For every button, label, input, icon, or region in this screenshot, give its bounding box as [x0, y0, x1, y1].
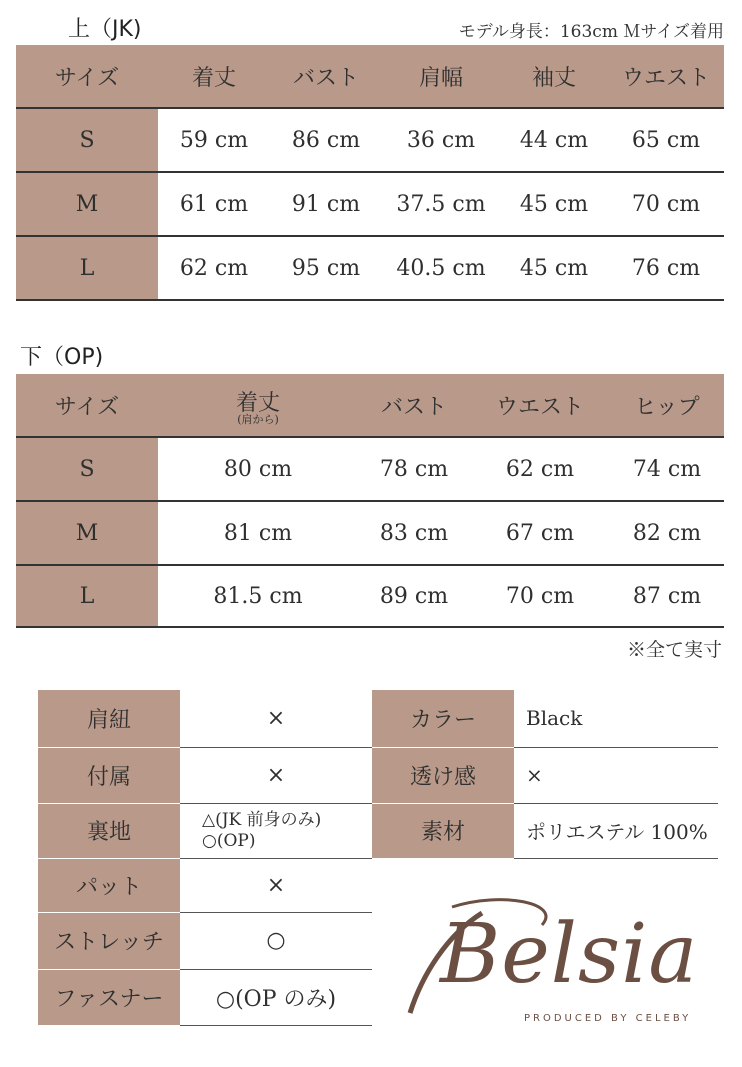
spec-row — [372, 747, 718, 803]
table-cell: 82 cm — [632, 520, 702, 546]
spec-row — [38, 690, 372, 747]
spec-label: 付属 — [38, 747, 180, 803]
spec-row — [38, 803, 372, 858]
length-note: (肩から) — [237, 412, 279, 426]
table-cell: 81 cm — [223, 520, 293, 546]
table-cell: 37.5 cm — [396, 191, 486, 217]
spec-row — [38, 858, 372, 912]
spec-label: カラー — [372, 690, 514, 747]
table-cell: 83 cm — [379, 520, 449, 546]
table-cell: 89 cm — [379, 583, 449, 609]
bottom-size-table — [16, 374, 724, 628]
table-row — [16, 172, 724, 236]
spec-value: ○ — [180, 912, 372, 969]
length-header: 着丈 — [235, 390, 280, 416]
table-cell: 86 cm — [291, 127, 361, 153]
table-cell: 36 cm — [406, 127, 476, 153]
spec-value — [180, 803, 372, 858]
table-cell: 70 cm — [505, 583, 575, 609]
header-cell: 袖丈 — [500, 45, 608, 108]
spec-value: × — [514, 747, 718, 803]
table-row — [16, 108, 724, 172]
top-header-row — [16, 45, 724, 108]
table-cell: 95 cm — [291, 255, 361, 281]
table-cell: 91 cm — [291, 191, 361, 217]
spec-label: 裏地 — [38, 803, 180, 858]
table-cell: 62 cm — [179, 255, 249, 281]
table-cell: 87 cm — [632, 583, 702, 609]
table-row — [16, 565, 724, 627]
size-label: M — [16, 172, 158, 236]
spec-row — [372, 690, 718, 747]
measurement-footnote: ※全て実寸 — [626, 639, 722, 661]
spec-label: ストレッチ — [38, 912, 180, 969]
spec-row — [38, 912, 372, 969]
header-cell: サイズ — [16, 45, 158, 108]
table-cell: 81.5 cm — [213, 583, 303, 609]
table-row — [16, 236, 724, 300]
spec-row — [38, 747, 372, 803]
header-cell: バスト — [270, 45, 382, 108]
logo-tagline: PRODUCED BY CELEBY — [524, 1013, 692, 1024]
header-cell: ウエスト — [470, 374, 610, 437]
table-row — [16, 501, 724, 565]
spec-row — [372, 803, 718, 858]
table-cell: 70 cm — [631, 191, 701, 217]
header-cell: 着丈 — [158, 45, 270, 108]
table-cell: 45 cm — [519, 191, 589, 217]
bottom-section-title: 下（OP) — [20, 345, 104, 370]
spec-table-left — [38, 690, 372, 1026]
spec-value: ポリエステル 100% — [514, 803, 718, 858]
table-cell: 62 cm — [505, 456, 575, 482]
spec-label: 素材 — [372, 803, 514, 858]
table-cell: 78 cm — [379, 456, 449, 482]
table-row — [16, 437, 724, 501]
size-label: L — [16, 236, 158, 300]
header-cell: 肩幅 — [382, 45, 500, 108]
lining-op: ○(OP) — [202, 830, 256, 851]
table-cell: 44 cm — [519, 127, 589, 153]
table-cell: 61 cm — [179, 191, 249, 217]
header-cell: ヒップ — [610, 374, 724, 437]
spec-value: × — [180, 858, 372, 912]
size-label: S — [16, 108, 158, 172]
spec-label: 透け感 — [372, 747, 514, 803]
spec-table-right — [372, 690, 718, 859]
spec-value: × — [180, 690, 372, 747]
table-cell: 74 cm — [632, 456, 702, 482]
spec-label: ファスナー — [38, 969, 180, 1025]
lining-jk: △(JK 前身のみ) — [202, 809, 322, 830]
spec-value: ○(OP のみ) — [180, 969, 372, 1025]
table-cell: 59 cm — [179, 127, 249, 153]
table-cell: 45 cm — [519, 255, 589, 281]
table-cell: 67 cm — [505, 520, 575, 546]
logo-name: Belsia — [440, 907, 699, 1002]
header-cell: サイズ — [16, 374, 158, 437]
table-cell: 40.5 cm — [396, 255, 486, 281]
spec-value: Black — [514, 690, 718, 747]
table-cell: 76 cm — [631, 255, 701, 281]
model-note: モデル身長：163cm Ｍサイズ着用 — [458, 22, 724, 42]
top-section-title: 上（JK) — [68, 17, 142, 42]
spec-label: 肩紐 — [38, 690, 180, 747]
table-cell: 65 cm — [631, 127, 701, 153]
header-cell — [158, 374, 358, 437]
header-cell: ウエスト — [608, 45, 724, 108]
size-label: M — [16, 501, 158, 565]
brand-logo — [392, 895, 722, 1035]
table-cell: 80 cm — [223, 456, 293, 482]
spec-row — [38, 969, 372, 1025]
spec-value: × — [180, 747, 372, 803]
spec-label: パット — [38, 858, 180, 912]
header-cell: バスト — [358, 374, 470, 437]
size-label: L — [16, 565, 158, 627]
bottom-header-row — [16, 374, 724, 437]
size-label: S — [16, 437, 158, 501]
top-size-table — [16, 45, 724, 301]
